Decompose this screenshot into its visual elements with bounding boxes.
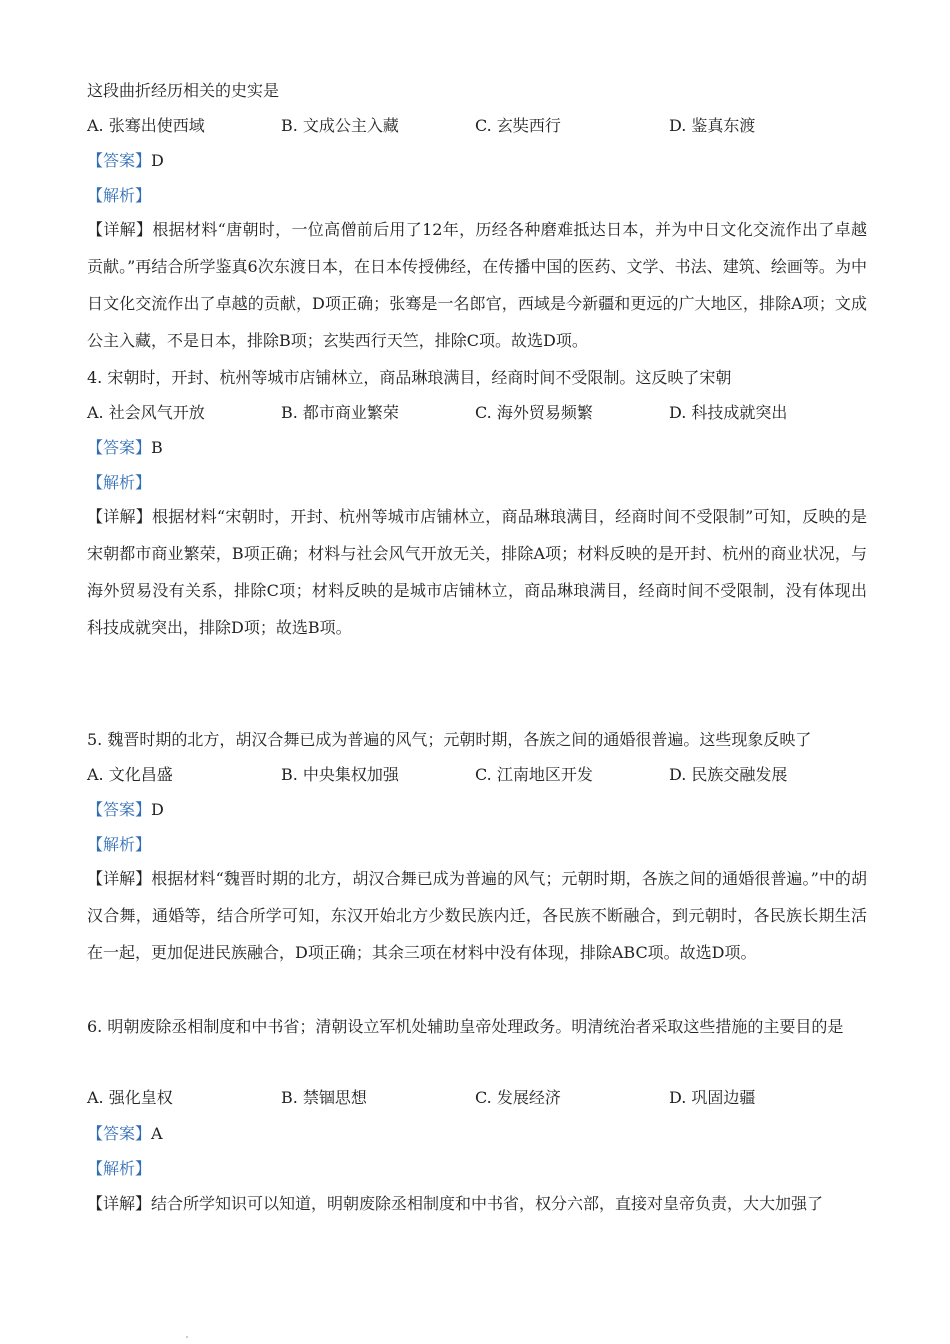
- q4-option-a: A. 社会风气开放: [87, 403, 205, 422]
- q4-analysis-tag: 【解析】: [87, 473, 152, 492]
- q6-detail-text: 结合所学知识可以知道，明朝废除丞相制度和中书省，权分六部，直接对皇帝负责，大大加强了: [151, 1194, 824, 1213]
- q3-answer-line: [87, 150, 867, 172]
- q5-answer-tag: 【答案】: [87, 800, 152, 819]
- q5-option-a: A. 文化昌盛: [87, 765, 173, 784]
- q4-stem: 4. 宋朝时，开封、杭州等城市店铺林立，商品琳琅满目，经商时间不受限制。这反映了宋朝: [87, 368, 732, 387]
- q6-stem: 6. 明朝废除丞相制度和中书省；清朝设立军机处辅助皇帝处理政务。明清统治者采取这些措施的主要目的是: [87, 1017, 844, 1036]
- q6-analysis-line: [87, 1158, 867, 1180]
- q3-option-a: A. 张骞出使西域: [87, 116, 205, 135]
- q4-analysis-line: [87, 472, 867, 494]
- q4-answer-line: [87, 437, 867, 459]
- q3-analysis-line: [87, 185, 867, 207]
- q6-answer-line: [87, 1123, 867, 1145]
- q5-analysis-tag: 【解析】: [87, 835, 152, 854]
- q4-option-c: C. 海外贸易频繁: [475, 403, 593, 422]
- q5-option-c: C. 江南地区开发: [475, 765, 593, 784]
- q4-answer: B: [151, 438, 163, 457]
- q4-detail-tag: 【详解】: [87, 507, 152, 526]
- q6-detail-tag: 【详解】: [87, 1194, 152, 1213]
- q6-option-d: D. 巩固边疆: [669, 1088, 756, 1107]
- q3-answer-tag: 【答案】: [87, 151, 152, 170]
- q3-analysis-tag: 【解析】: [87, 186, 152, 205]
- q3-option-c: C. 玄奘西行: [475, 116, 561, 135]
- page-speck: [186, 1336, 188, 1338]
- q5-stem: 5. 魏晋时期的北方，胡汉合舞已成为普遍的风气；元朝时期，各族之间的通婚很普遍。这些现象反映了: [87, 730, 812, 749]
- q4-detail-paragraph: [87, 498, 867, 646]
- q3-option-d: D. 鉴真东渡: [669, 116, 756, 135]
- q5-answer-line: [87, 799, 867, 821]
- q5-option-b: B. 中央集权加强: [281, 765, 399, 784]
- q3-option-b: B. 文成公主入藏: [281, 116, 399, 135]
- q6-options: [87, 1087, 867, 1109]
- q5-option-d: D. 民族交融发展: [669, 765, 788, 784]
- q5-detail-text: 根据材料“魏晋时期的北方，胡汉合舞已成为普遍的风气；元朝时期，各族之间的通婚很普遍。”中的胡汉合舞，通婚等，结合所学可知，东汉开始北方少数民族内迁，各民族不断融合，到元朝时，各民族长期生活在一起，更加促进民族融合，D项正确；其余三项在材料中没有体现，排除ABC项。故选D项。: [87, 869, 867, 962]
- q6-analysis-tag: 【解析】: [87, 1159, 152, 1178]
- q4-option-d: D. 科技成就突出: [669, 403, 788, 422]
- q4-options: [87, 402, 867, 424]
- q3-detail-paragraph: [87, 211, 867, 359]
- q3-stem-tail: 这段曲折经历相关的史实是: [87, 81, 280, 100]
- q6-detail-line: [87, 1193, 867, 1215]
- q4-answer-tag: 【答案】: [87, 438, 152, 457]
- q6-option-c: C. 发展经济: [475, 1088, 561, 1107]
- q4-option-b: B. 都市商业繁荣: [281, 403, 399, 422]
- q5-analysis-line: [87, 834, 867, 856]
- q6-option-a: A. 强化皇权: [87, 1088, 173, 1107]
- q6-option-b: B. 禁锢思想: [281, 1088, 367, 1107]
- q6-answer-tag: 【答案】: [87, 1124, 152, 1143]
- q5-answer: D: [151, 800, 164, 819]
- q3-answer: D: [151, 151, 164, 170]
- q3-options: [87, 115, 867, 137]
- q5-detail-tag: 【详解】: [87, 869, 152, 888]
- q5-detail-paragraph: [87, 860, 867, 971]
- q6-answer: A: [151, 1124, 163, 1143]
- q4-detail-text: 根据材料“宋朝时，开封、杭州等城市店铺林立，商品琳琅满目，经商时间不受限制”可知，反映的是宋朝都市商业繁荣，B项正确；材料与社会风气开放无关，排除A项；材料反映的是开封、杭州的商业状况，与海外贸易没有关系，排除C项；材料反映的是城市店铺林立，商品琳琅满目，经商时间不受限制，没有体现出科技成就突出，排除D项；故选B项。: [87, 507, 867, 637]
- q5-options: [87, 764, 867, 786]
- q3-detail-tag: 【详解】: [87, 220, 153, 239]
- q3-detail-text: 根据材料“唐朝时，一位高僧前后用了12年，历经各种磨难抵达日本，并为中日文化交流作出了卓越贡献。”再结合所学鉴真6次东渡日本，在日本传授佛经，在传播中国的医药、文学、书法、建筑、绘画等。为中日文化交流作出了卓越的贡献，D项正确；张骞是一名郎官，西域是今新疆和更远的广大地区，排除A项；文成公主入藏，不是日本，排除B项；玄奘西行天竺，排除C项。故选D项。: [87, 220, 867, 350]
